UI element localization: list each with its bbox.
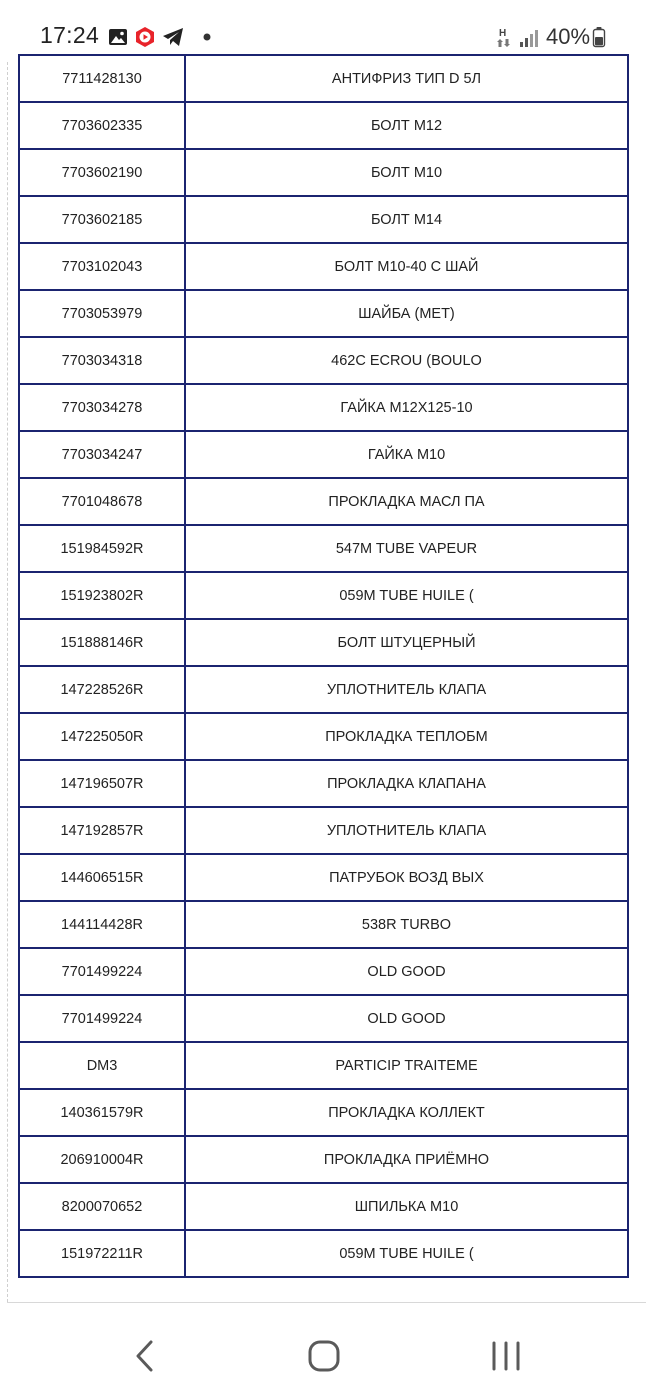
table-row [19, 384, 628, 431]
part-number-cell: 7701499224 [19, 995, 185, 1042]
part-number-cell: 147225050R [19, 713, 185, 760]
part-number-cell: 151888146R [19, 619, 185, 666]
part-name-cell: 462C ECROU (BOULO [185, 337, 628, 384]
part-name-cell: ПРОКЛАДКА ТЕПЛОБМ [185, 713, 628, 760]
table-row [19, 196, 628, 243]
part-name-cell: ГАЙКА M12X125-10 [185, 384, 628, 431]
recents-icon [490, 1341, 522, 1371]
part-number-cell: 8200070652 [19, 1183, 185, 1230]
table-row [19, 713, 628, 760]
network-arrows-icon [496, 27, 514, 49]
table-row [19, 431, 628, 478]
part-number-cell: 147196507R [19, 760, 185, 807]
table-row [19, 1183, 628, 1230]
svg-text:H: H [499, 28, 507, 39]
part-name-cell: БОЛТ M12 [185, 102, 628, 149]
part-number-cell: 7703602190 [19, 149, 185, 196]
part-name-cell: ГАЙКА M10 [185, 431, 628, 478]
table-row [19, 1136, 628, 1183]
part-number-cell: 7703034278 [19, 384, 185, 431]
part-number-cell: 144606515R [19, 854, 185, 901]
table-row [19, 760, 628, 807]
back-button[interactable] [115, 1334, 175, 1378]
navigation-bar [0, 1314, 646, 1400]
part-number-cell: 7703602185 [19, 196, 185, 243]
part-name-cell: PARTICIP TRAITEME [185, 1042, 628, 1089]
table-row [19, 525, 628, 572]
part-number-cell: 7703602335 [19, 102, 185, 149]
part-name-cell: ПРОКЛАДКА КЛАПАНА [185, 760, 628, 807]
recents-button[interactable] [476, 1334, 536, 1378]
part-name-cell: 059M TUBE HUILE ( [185, 572, 628, 619]
part-number-cell: 7711428130 [19, 55, 185, 102]
home-icon [307, 1339, 341, 1373]
signal-icon [518, 27, 540, 49]
page-bottom-divider [7, 1302, 646, 1303]
back-icon [133, 1338, 157, 1374]
table-row [19, 948, 628, 995]
battery-percentage: 40% [546, 24, 591, 49]
part-name-cell: OLD GOOD [185, 995, 628, 1042]
part-name-cell: ПРОКЛАДКА МАСЛ ПА [185, 478, 628, 525]
part-name-cell: ПРОКЛАДКА ПРИЁМНО [185, 1136, 628, 1183]
part-name-cell: УПЛОТНИТЕЛЬ КЛАПА [185, 666, 628, 713]
part-name-cell: 547M TUBE VAPEUR [185, 525, 628, 572]
part-name-cell: БОЛТ M14 [185, 196, 628, 243]
part-number-cell: 144114428R [19, 901, 185, 948]
part-number-cell: 206910004R [19, 1136, 185, 1183]
part-number-cell: 7703102043 [19, 243, 185, 290]
table-row [19, 572, 628, 619]
table-row [19, 102, 628, 149]
battery-icon [592, 26, 606, 48]
part-number-cell: 151923802R [19, 572, 185, 619]
table-row [19, 149, 628, 196]
part-number-cell: 7703034318 [19, 337, 185, 384]
part-name-cell: БОЛТ M10 [185, 149, 628, 196]
part-name-cell: ШПИЛЬКА M10 [185, 1183, 628, 1230]
part-name-cell: БОЛТ ШТУЦЕРНЫЙ [185, 619, 628, 666]
table-row [19, 995, 628, 1042]
status-bar [0, 0, 646, 62]
status-time: 17:24 [40, 22, 100, 48]
part-name-cell: ПАТРУБОК ВОЗД ВЫХ [185, 854, 628, 901]
part-name-cell: 538R TURBO [185, 901, 628, 948]
table-row [19, 807, 628, 854]
table-row [19, 1089, 628, 1136]
part-number-cell: 7701499224 [19, 948, 185, 995]
part-name-cell: АНТИФРИЗ ТИП D 5Л [185, 55, 628, 102]
notification-dot-icon [196, 26, 218, 48]
part-number-cell: 140361579R [19, 1089, 185, 1136]
table-row [19, 1230, 628, 1277]
table-row [19, 1042, 628, 1089]
part-name-cell: ПРОКЛАДКА КОЛЛЕКТ [185, 1089, 628, 1136]
part-name-cell: ШАЙБА (МЕТ) [185, 290, 628, 337]
part-number-cell: 7703034247 [19, 431, 185, 478]
home-button[interactable] [294, 1334, 354, 1378]
table-row [19, 243, 628, 290]
part-number-cell: DM3 [19, 1042, 185, 1089]
web-page-content[interactable] [0, 62, 646, 1302]
table-row [19, 478, 628, 525]
table-row [19, 55, 628, 102]
part-number-cell: 147228526R [19, 666, 185, 713]
table-row [19, 666, 628, 713]
part-name-cell: УПЛОТНИТЕЛЬ КЛАПА [185, 807, 628, 854]
table-row [19, 337, 628, 384]
video-app-icon [134, 26, 156, 48]
page-edge-divider [7, 62, 8, 1302]
part-number-cell: 7703053979 [19, 290, 185, 337]
part-name-cell: OLD GOOD [185, 948, 628, 995]
telegram-icon [162, 26, 184, 48]
part-number-cell: 147192857R [19, 807, 185, 854]
parts-table-body [19, 55, 628, 1277]
table-row [19, 619, 628, 666]
part-number-cell: 151972211R [19, 1230, 185, 1277]
table-row [19, 901, 628, 948]
part-number-cell: 151984592R [19, 525, 185, 572]
parts-table [18, 54, 629, 1278]
part-name-cell: 059M TUBE HUILE ( [185, 1230, 628, 1277]
gallery-icon [107, 26, 129, 48]
table-row [19, 854, 628, 901]
part-number-cell: 7701048678 [19, 478, 185, 525]
table-row [19, 290, 628, 337]
part-name-cell: БОЛТ M10-40 С ШАЙ [185, 243, 628, 290]
